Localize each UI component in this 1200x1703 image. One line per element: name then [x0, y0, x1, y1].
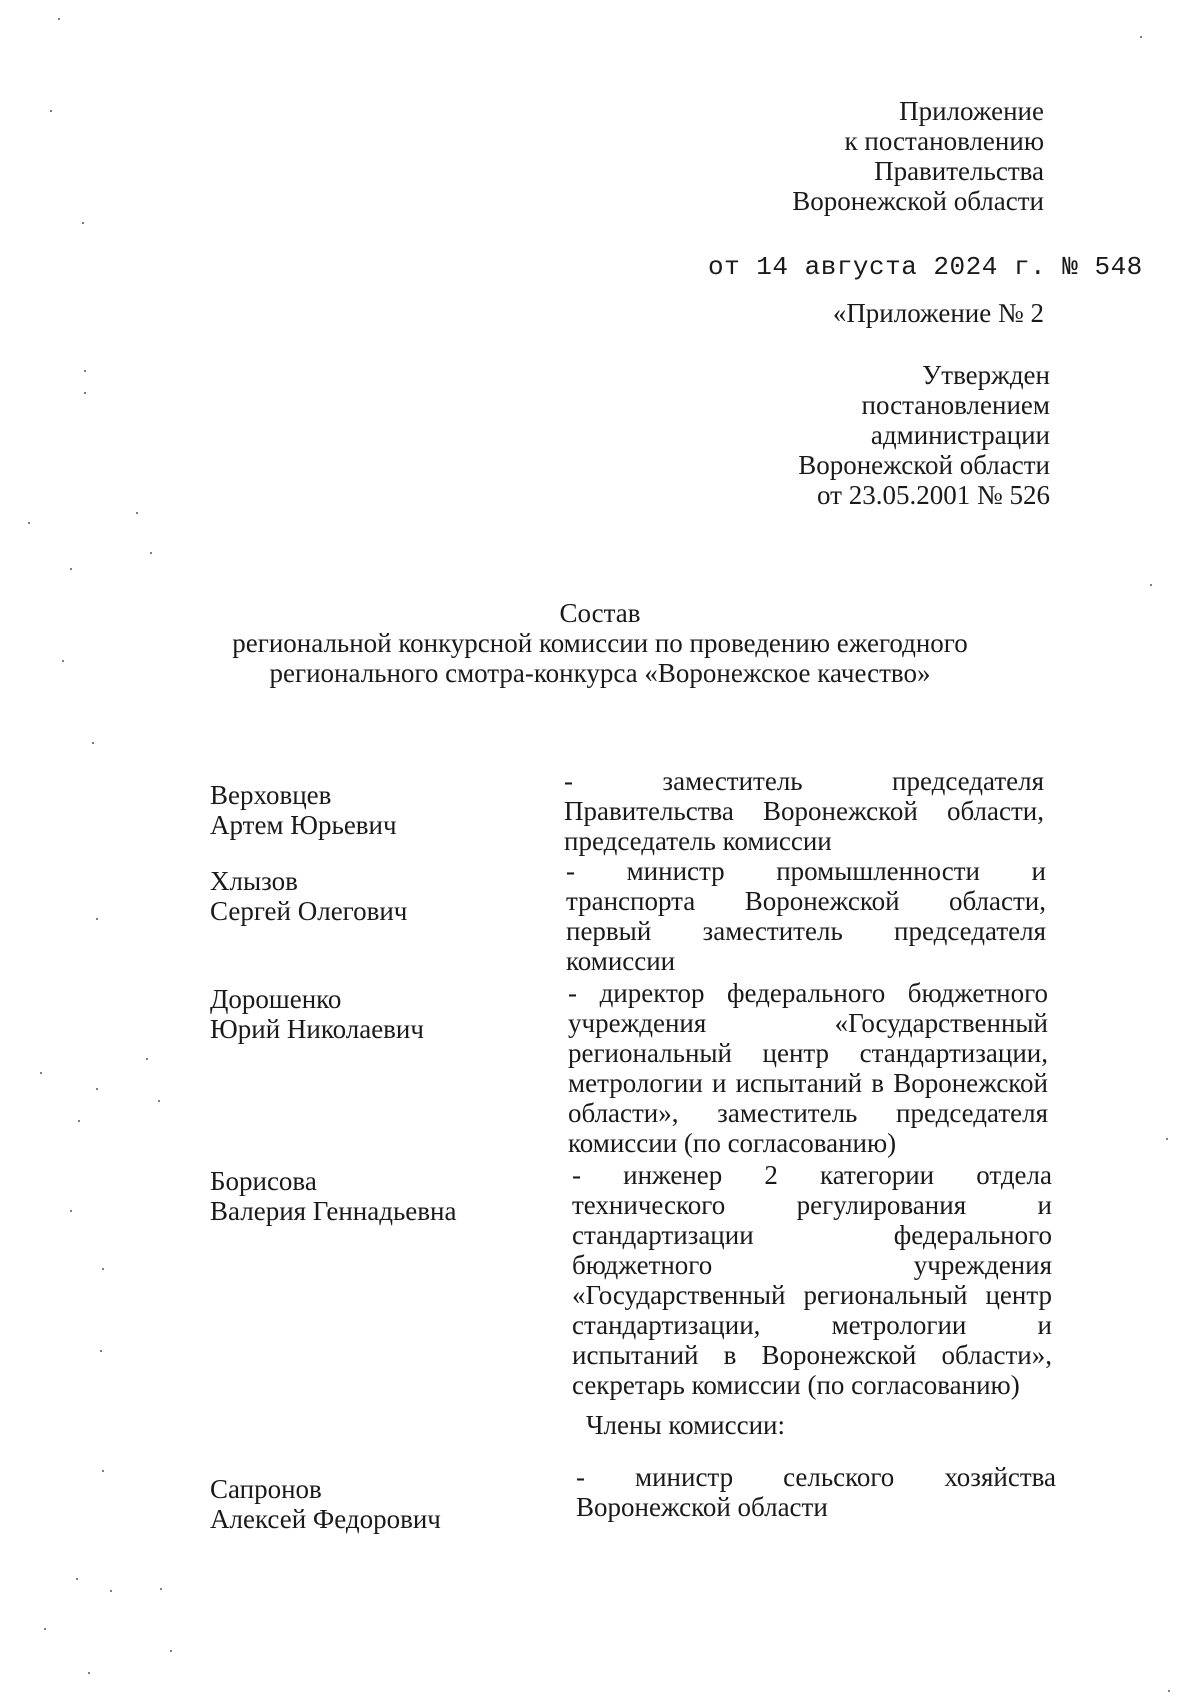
member-given-names: Валерия Геннадьевна: [210, 1196, 457, 1226]
member-surname: Дорошенко: [210, 984, 342, 1014]
appendix-header: [644, 96, 1044, 216]
approved-line: Воронежской области: [798, 450, 1050, 480]
member-given-names: Артем Юрьевич: [210, 810, 397, 840]
appendix-line: Приложение: [899, 96, 1044, 126]
member-duty: - министр сельского хозяйства Воронежской области: [576, 1462, 1056, 1522]
appendix-line: Воронежской области: [792, 186, 1044, 216]
appendix-2-label: «Приложение № 2: [832, 298, 1044, 328]
member-duty: - заместитель председателя Правительства Воронежской области, председатель комиссии: [564, 766, 1044, 856]
member-name: [210, 1474, 510, 1534]
approved-line: Утвержден: [922, 360, 1050, 390]
member-duty: - директор федерального бюджетного учреждения «Государственный региональный центр стандартизации, метрологии и испытаний в Воронежской области», заместитель председателя комиссии (по согласованию): [568, 978, 1048, 1158]
members-heading: Члены комиссии:: [586, 1410, 785, 1440]
approved-line: от 23.05.2001 № 526: [817, 480, 1050, 510]
appendix-line: Правительства: [874, 156, 1044, 186]
member-given-names: Юрий Николаевич: [210, 1014, 424, 1044]
decree-stamp: от 14 августа 2024 г. № 548: [708, 252, 1143, 282]
approved-line: постановлением: [861, 390, 1050, 420]
member-name: [210, 984, 510, 1044]
member-name: [210, 1166, 510, 1226]
member-surname: Хлызов: [210, 866, 298, 896]
document-title: [160, 598, 1040, 688]
member-surname: Верховцев: [210, 780, 332, 810]
appendix-line: к постановлению: [844, 126, 1044, 156]
title-line: региональной конкурсной комиссии по проведению ежегодного: [232, 628, 968, 658]
member-given-names: Сергей Олегович: [210, 896, 408, 926]
member-surname: Сапронов: [210, 1474, 322, 1504]
approved-line: администрации: [870, 420, 1050, 450]
title-line: регионального смотра-конкурса «Воронежское качество»: [269, 658, 931, 688]
member-name: [210, 780, 510, 840]
member-duty: - инженер 2 категории отдела технического регулирования и стандартизации федерального бюджетного учреждения «Государственный региональный центр стандартизации, метрологии и испытаний в Воронежской области», секретарь комиссии (по согласованию): [572, 1160, 1052, 1400]
approved-block: [650, 360, 1050, 510]
member-given-names: Алексей Федорович: [210, 1504, 441, 1534]
member-duty: - министр промышленности и транспорта Воронежской области, первый заместитель председателя комиссии: [566, 856, 1046, 976]
member-surname: Борисова: [210, 1166, 317, 1196]
title-line: Состав: [559, 598, 641, 628]
member-name: [210, 866, 510, 926]
